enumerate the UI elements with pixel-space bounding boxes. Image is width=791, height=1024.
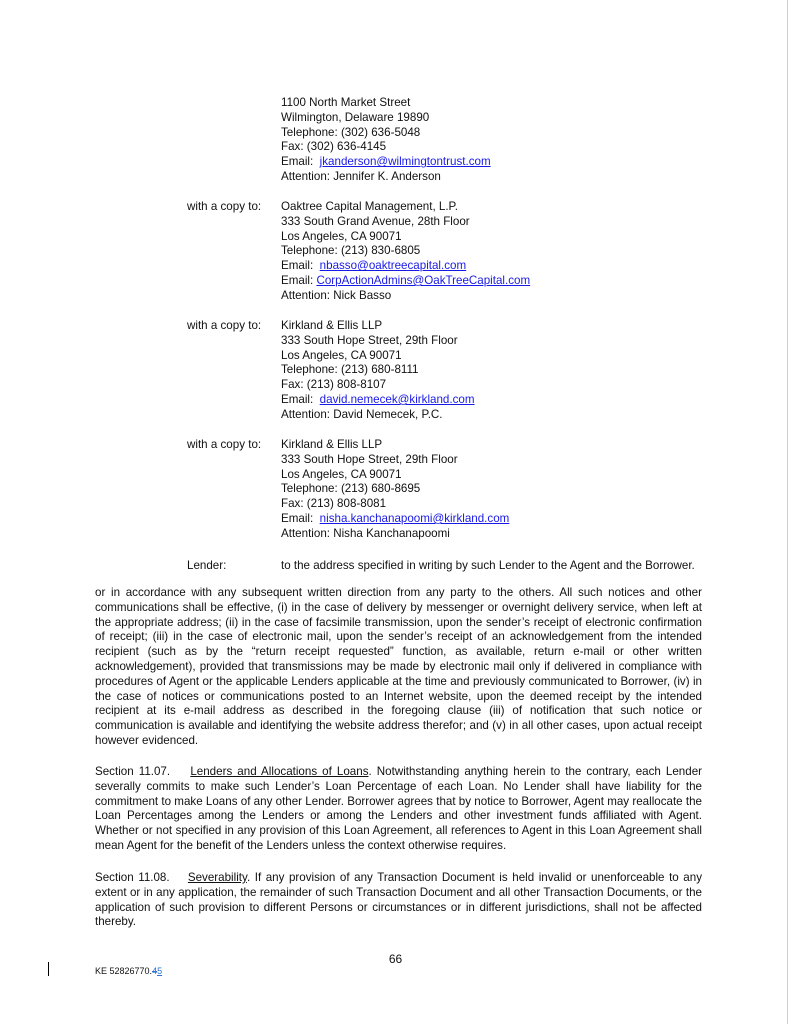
email-line: Email: david.nemecek@kirkland.com (281, 392, 475, 406)
attention-line: Attention: David Nemecek, P.C. (281, 407, 443, 421)
email-line: Email: jkanderson@wilmingtontrust.com (281, 155, 491, 169)
section-heading: Severability (187, 871, 247, 884)
change-bar (48, 962, 49, 976)
doc-id-deleted: 4 (152, 966, 158, 976)
address-line: 1100 North Market Street (281, 96, 411, 109)
address-line: 333 South Grand Avenue, 28th Floor (281, 214, 470, 228)
email-line: Email: nbasso@oaktreecapital.com (281, 259, 467, 273)
lender-address-text: to the address specified in writing by such Lender to the Agent and the Borrower. (281, 559, 695, 572)
telephone-line: Telephone: (213) 680-8111 (281, 363, 419, 377)
company-name: Kirkland & Ellis LLP (281, 319, 383, 332)
email-line: Email: CorpActionAdmins@OakTreeCapital.com (281, 273, 531, 287)
email-link[interactable]: nisha.kanchanapoomi@kirkland.com (319, 511, 510, 525)
address-line: Los Angeles, CA 90071 (281, 348, 402, 362)
section-11-07 (95, 765, 702, 854)
section-number: Section 11.08. (95, 871, 170, 884)
telephone-line: Telephone: (213) 830-6805 (281, 244, 421, 258)
copy-to-label: with a copy to: (187, 438, 262, 451)
company-name: Kirkland & Ellis LLP (281, 438, 383, 451)
fax-line: Fax: (213) 808-8081 (281, 497, 387, 511)
section-11-08 (95, 871, 702, 930)
address-line: 333 South Hope Street, 29th Floor (281, 452, 458, 466)
copy-to-label: with a copy to: (187, 200, 262, 213)
address-block-oaktree (281, 200, 751, 304)
telephone-line: Telephone: (302) 636-5048 (281, 125, 421, 139)
page-edge (787, 0, 788, 1024)
notices-paragraph: or in accordance with any subsequent written direction from any party to the others. All such notices and other communications shall be effective, (i) in the case of delivery by messenger or overnight delivery service, when left at the appropriate address; (ii) in the case of facsimile transmission, upon the sender’s receipt of electronic confirmation of receipt; (iii) in the case of electronic mail, upon the sender’s receipt of an acknowledgement from the intended recipient (such as by the “return receipt requested” function, as available, return e-mail or other written acknowledgement), provided that transmissions may be made by electronic mail only if delivered in compliance with procedures of Agent or the applicable Lenders applicable at the time and previously communicated to Borrower, (iv) in the case of notices or communications posted to an Internet website, upon the deemed receipt by the intended recipient at its e-mail address as described in the foregoing clause (iii) of notification that such notice or communication is available and identifying the website address therefor; and (v) in all other cases, upon actual receipt however evidenced. (95, 586, 702, 747)
section-number: Section 11.07. (95, 765, 171, 778)
address-block-wilmington (281, 96, 751, 185)
email-link[interactable]: jkanderson@wilmingtontrust.com (319, 155, 491, 169)
attention-line: Attention: Nisha Kanchanapoomi (281, 526, 450, 540)
lender-label: Lender: (187, 559, 227, 572)
address-block-kirkland-nemecek (281, 319, 751, 423)
doc-id-inserted: 5 (157, 966, 163, 976)
email-line: Email: nisha.kanchanapoomi@kirkland.com (281, 511, 510, 525)
address-line: Wilmington, Delaware 19890 (281, 110, 430, 124)
section-body: . Notwithstanding anything herein to the contrary, each Lender severally commits to make such Lender’s Loan Percentage of each Loan. No Lender shall have liability for the commitment to make Loans of any other Lender. Borrower agrees that by notice to Borrower, Agent may reallocate the Loan Percentages among the Lenders or among the Lenders and other investment funds affiliated with Agent. Whether or not specified in any provision of this Loan Agreement, all references to Agent in this Loan Agreement shall mean Agent for the benefit of the Lenders unless the context otherwise requires. (95, 765, 703, 852)
attention-line: Attention: Jennifer K. Anderson (281, 169, 441, 183)
company-name: Oaktree Capital Management, L.P. (281, 200, 459, 213)
email-link[interactable]: CorpActionAdmins@OakTreeCapital.com (316, 273, 531, 287)
email-link[interactable]: david.nemecek@kirkland.com (319, 392, 475, 406)
section-heading: Lenders and Allocations of Loans (190, 765, 369, 778)
address-line: 333 South Hope Street, 29th Floor (281, 333, 458, 347)
address-line: Los Angeles, CA 90071 (281, 467, 402, 481)
copy-to-label: with a copy to: (187, 319, 262, 332)
telephone-line: Telephone: (213) 680-8695 (281, 482, 421, 496)
fax-line: Fax: (302) 636-4145 (281, 140, 387, 154)
address-block-kirkland-kanchanapoomi (281, 438, 751, 542)
page-number: 66 (388, 952, 403, 966)
fax-line: Fax: (213) 808-8107 (281, 378, 387, 392)
address-line: Los Angeles, CA 90071 (281, 229, 402, 243)
attention-line: Attention: Nick Basso (281, 288, 392, 302)
email-link[interactable]: nbasso@oaktreecapital.com (319, 259, 467, 273)
document-id: KE 52826770.45 (95, 966, 163, 976)
section-body: . If any provision of any Transaction Document is held invalid or unenforceable to any extent or in any application, the remainder of such Transaction Document and all other Transaction Documents, or the application of such provision to different Persons or circumstances or in different jurisdictions, shall not be affected thereby. (95, 871, 702, 929)
